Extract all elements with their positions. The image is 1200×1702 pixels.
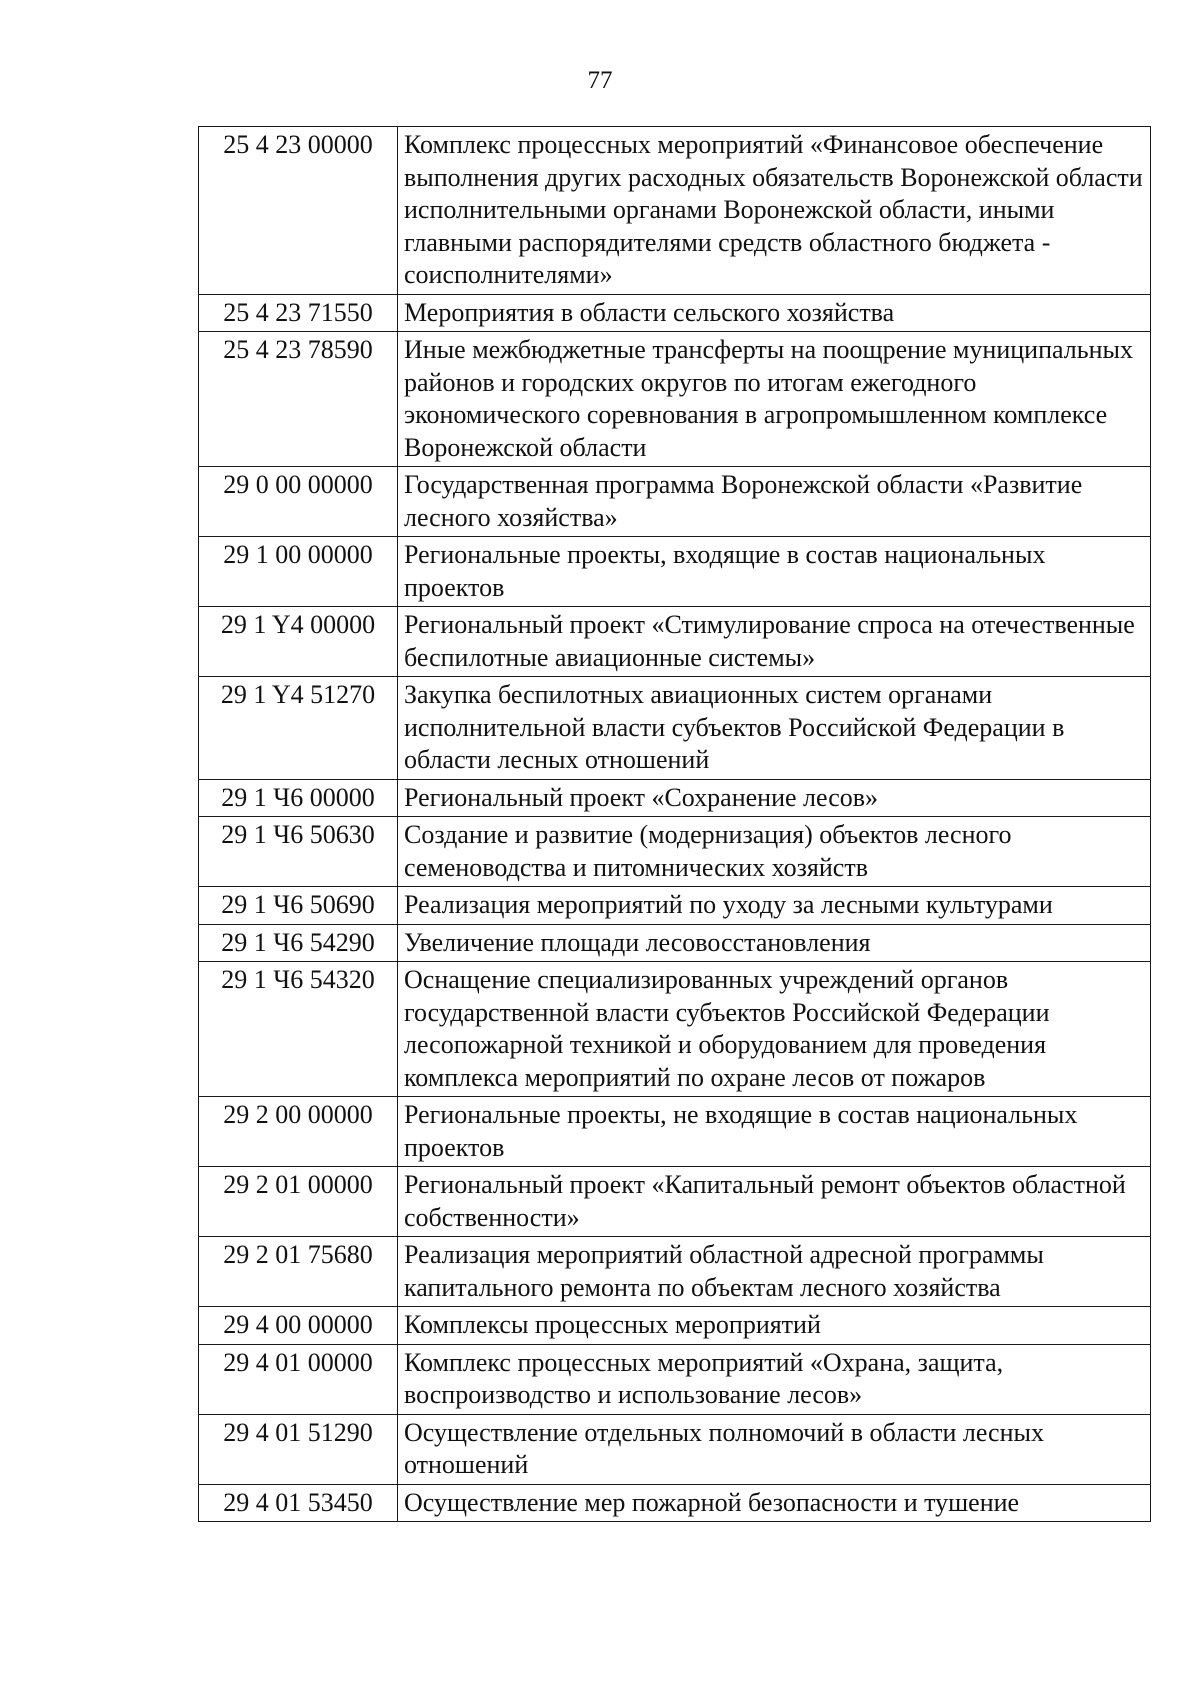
table-row <box>199 924 1151 962</box>
row-code-cell: 29 2 01 00000 <box>199 1167 398 1237</box>
row-description-cell: Осуществление мер пожарной безопасности и тушение <box>398 1484 1151 1522</box>
row-code-cell: 29 1 Ч6 54320 <box>199 962 398 1097</box>
row-code-cell: 29 1 Ч6 50630 <box>199 817 398 887</box>
row-description-cell: Иные межбюджетные трансферты на поощрение муниципальных районов и городских округов по итогам ежегодного экономического соревнования в агропромышленном комплексе Воронежской области <box>398 332 1151 467</box>
row-code-cell: 29 4 01 53450 <box>199 1484 398 1522</box>
row-description-cell: Увеличение площади лесовосстановления <box>398 924 1151 962</box>
budget-classification-table <box>198 126 1151 1522</box>
row-description-cell: Мероприятия в области сельского хозяйства <box>398 294 1151 332</box>
row-code-cell: 25 4 23 00000 <box>199 127 398 295</box>
table-row <box>199 677 1151 780</box>
row-description-cell: Комплекс процессных мероприятий «Охрана, защита, воспроизводство и использование лесов» <box>398 1344 1151 1414</box>
row-description-cell: Оснащение специализированных учреждений органов государственной власти субъектов Российской Федерации лесопожарной техникой и оборудованием для проведения комплекса мероприятий по охране лесов от пожаров <box>398 962 1151 1097</box>
table-row <box>199 1167 1151 1237</box>
table-row <box>199 607 1151 677</box>
row-code-cell: 29 1 Ч6 00000 <box>199 779 398 817</box>
table-row <box>199 1237 1151 1307</box>
table-row <box>199 962 1151 1097</box>
table-row <box>199 887 1151 925</box>
row-code-cell: 29 1 Y4 00000 <box>199 607 398 677</box>
row-code-cell: 29 1 Y4 51270 <box>199 677 398 780</box>
table-row <box>199 537 1151 607</box>
row-description-cell: Региональные проекты, не входящие в состав национальных проектов <box>398 1097 1151 1167</box>
table-row <box>199 1097 1151 1167</box>
table-row <box>199 294 1151 332</box>
row-description-cell: Региональный проект «Стимулирование спроса на отечественные беспилотные авиационные системы» <box>398 607 1151 677</box>
row-description-cell: Региональный проект «Сохранение лесов» <box>398 779 1151 817</box>
table-row <box>199 127 1151 295</box>
row-description-cell: Региональный проект «Капитальный ремонт объектов областной собственности» <box>398 1167 1151 1237</box>
table-body <box>199 127 1151 1522</box>
row-description-cell: Региональные проекты, входящие в состав национальных проектов <box>398 537 1151 607</box>
table-row <box>199 1307 1151 1345</box>
row-code-cell: 25 4 23 71550 <box>199 294 398 332</box>
row-code-cell: 29 4 00 00000 <box>199 1307 398 1345</box>
row-description-cell: Осуществление отдельных полномочий в области лесных отношений <box>398 1414 1151 1484</box>
row-code-cell: 29 1 Ч6 54290 <box>199 924 398 962</box>
row-code-cell: 29 4 01 51290 <box>199 1414 398 1484</box>
table-row <box>199 1484 1151 1522</box>
page-number: 77 <box>587 67 613 94</box>
table-row <box>199 332 1151 467</box>
table-row <box>199 817 1151 887</box>
row-description-cell: Комплекс процессных мероприятий «Финансовое обеспечение выполнения других расходных обязательств Воронежской области исполнительными органами Воронежской области, иными главными распорядителями средств областного бюджета - соисполнителями» <box>398 127 1151 295</box>
row-code-cell: 25 4 23 78590 <box>199 332 398 467</box>
row-description-cell: Закупка беспилотных авиационных систем органами исполнительной власти субъектов Российской Федерации в области лесных отношений <box>398 677 1151 780</box>
row-code-cell: 29 1 Ч6 50690 <box>199 887 398 925</box>
row-description-cell: Реализация мероприятий по уходу за лесными культурами <box>398 887 1151 925</box>
row-description-cell: Создание и развитие (модернизация) объектов лесного семеноводства и питомнических хозяйств <box>398 817 1151 887</box>
row-code-cell: 29 0 00 00000 <box>199 467 398 537</box>
row-code-cell: 29 4 01 00000 <box>199 1344 398 1414</box>
table-row <box>199 1414 1151 1484</box>
row-code-cell: 29 2 01 75680 <box>199 1237 398 1307</box>
row-description-cell: Комплексы процессных мероприятий <box>398 1307 1151 1345</box>
table-row <box>199 467 1151 537</box>
row-description-cell: Реализация мероприятий областной адресной программы капитального ремонта по объектам лесного хозяйства <box>398 1237 1151 1307</box>
table-row <box>199 1344 1151 1414</box>
row-code-cell: 29 1 00 00000 <box>199 537 398 607</box>
table-row <box>199 779 1151 817</box>
row-description-cell: Государственная программа Воронежской области «Развитие лесного хозяйства» <box>398 467 1151 537</box>
row-code-cell: 29 2 00 00000 <box>199 1097 398 1167</box>
